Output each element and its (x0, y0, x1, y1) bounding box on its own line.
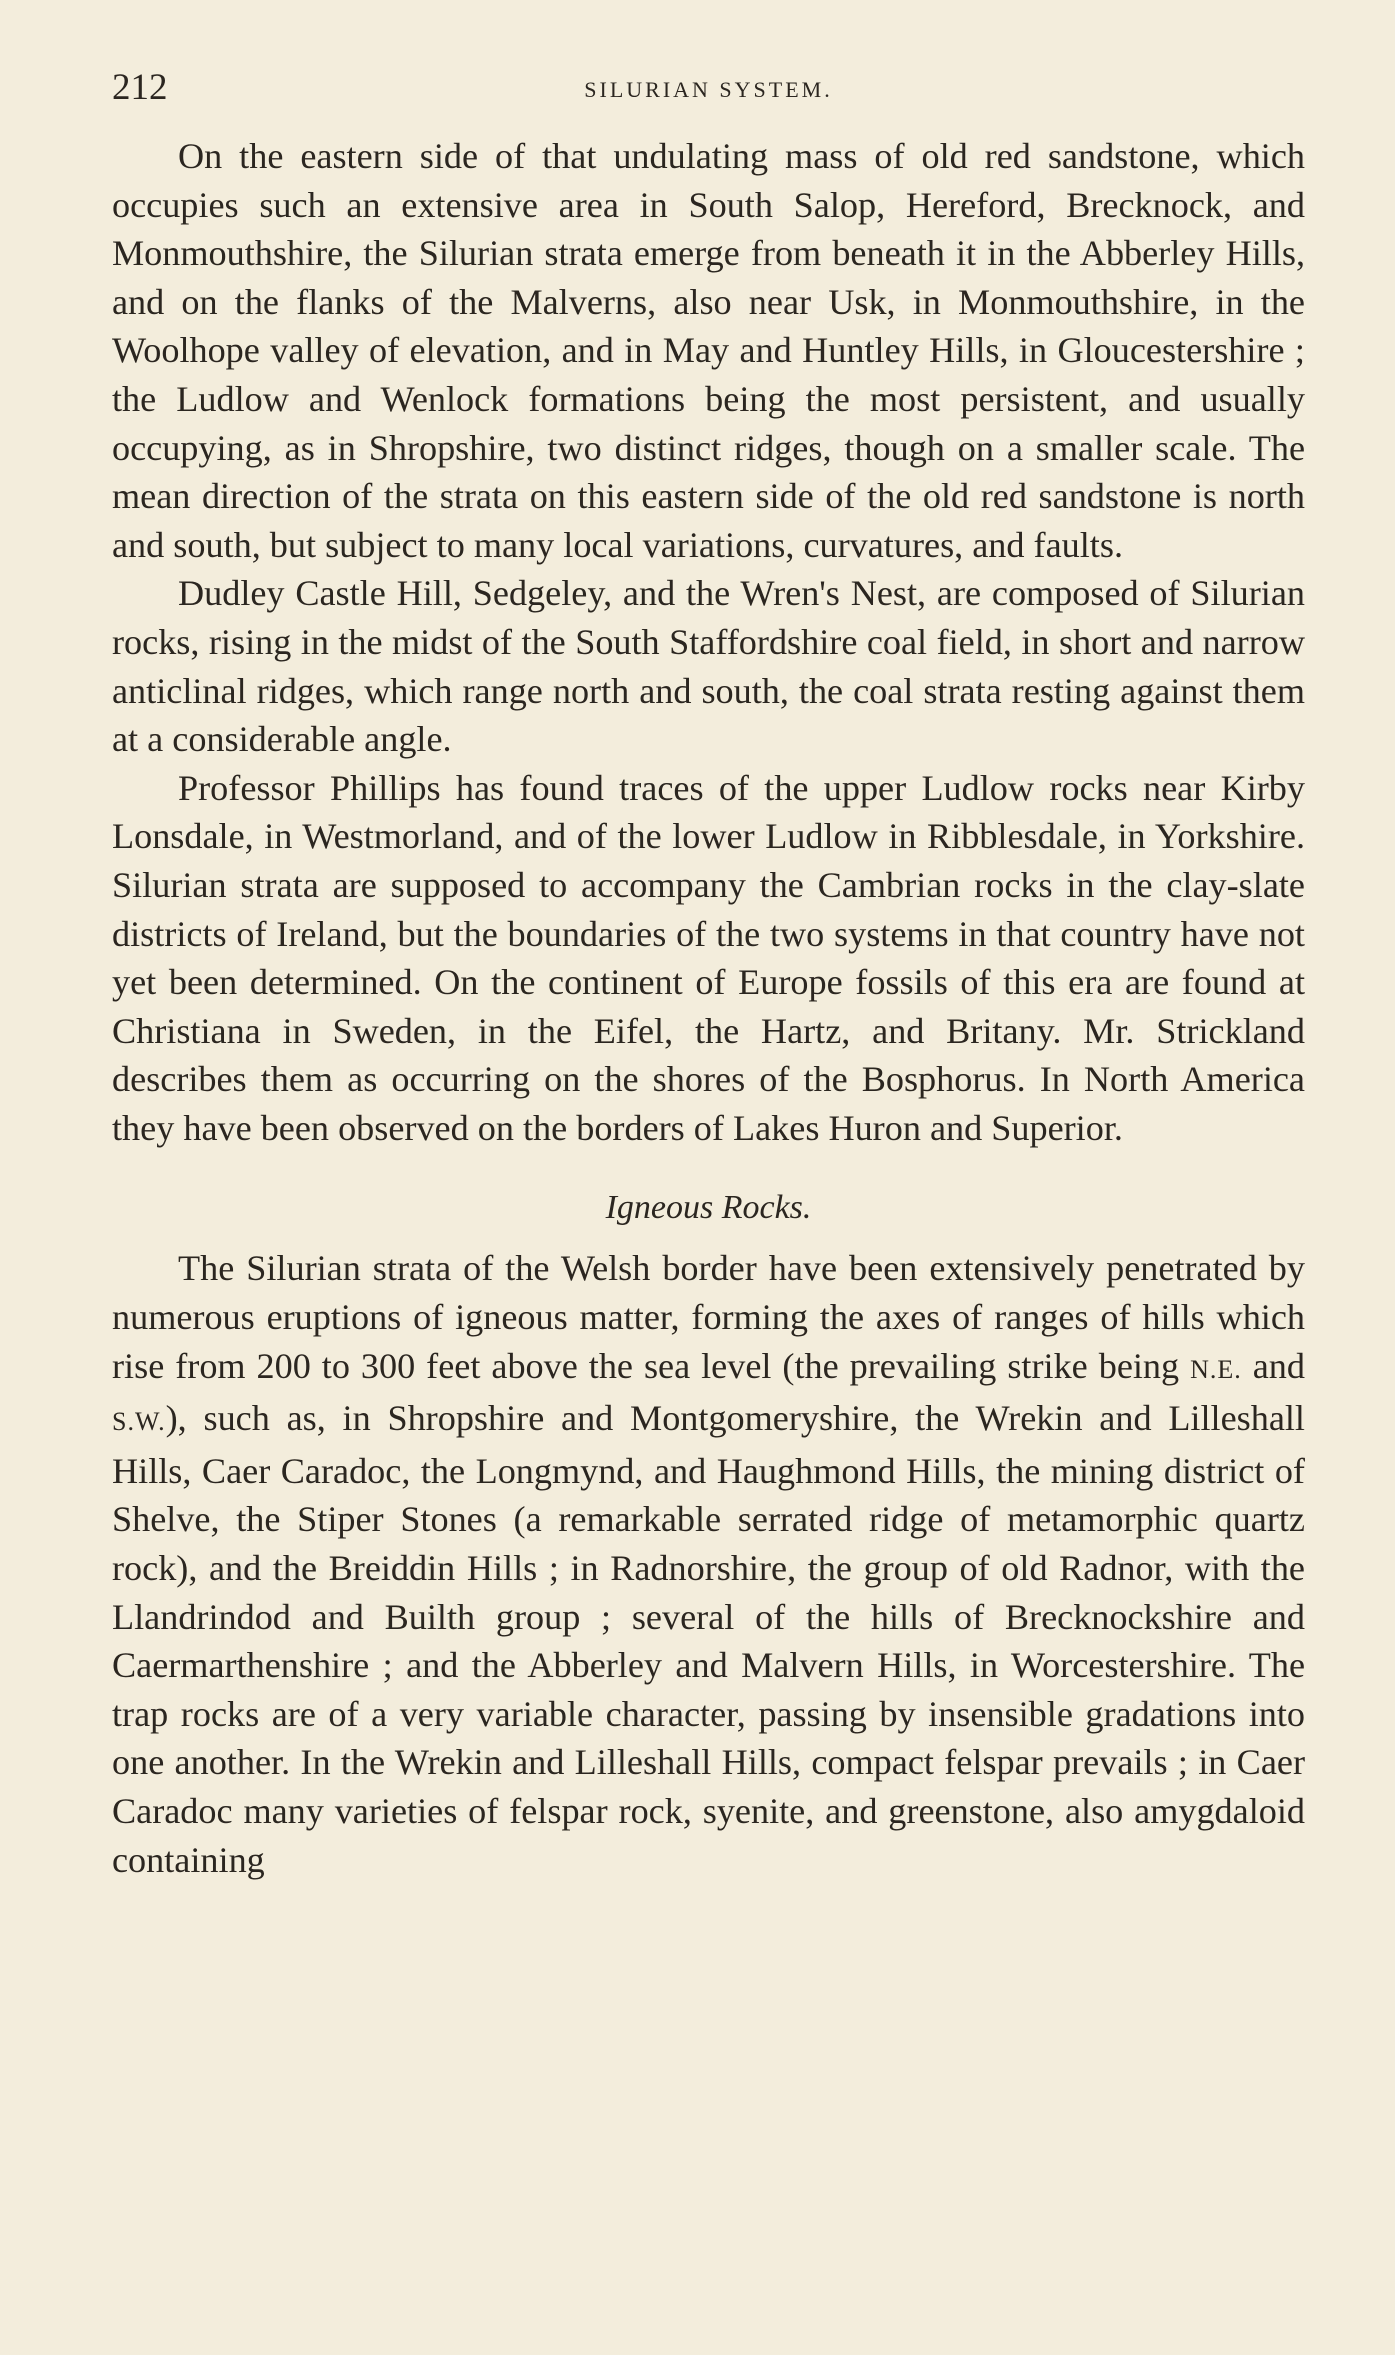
igneous-text-part-1: The Silurian strata of the Welsh border have been extensively penetrated by numerous eruptions of igneous matter, forming the axes of ranges of hills which rise from 200 to 300 feet above the sea level (the prevailing strike being (112, 1248, 1305, 1386)
section-heading-igneous-rocks: Igneous Rocks. (605, 1189, 812, 1227)
paragraph-igneous-rocks (112, 1244, 1305, 1884)
running-title: SILURIAN SYSTEM. (584, 77, 833, 102)
igneous-text-part-3: ), such as, in Shropshire and Montgomeryshire, the Wrekin and Lilleshall Hills, Caer Caradoc, the Longmynd, and Haughmond Hills, the mining district of Shelve, the Stiper Stones (a remarkable serrated ridge of metamorphic quartz rock), and the Breiddin Hills ; in Radnorshire, the group of old Radnor, with the Llandrindod and Builth group ; several of the hills of Brecknockshire and Caermarthenshire ; and the Abberley and Malvern Hills, in Worcestershire. The trap rocks are of a very variable character, passing by insensible gradations into one another. In the Wrekin and Lilleshall Hills, compact felspar prevails ; in Caer Caradoc many varieties of felspar rock, syenite, and greenstone, also amygdaloid containing (112, 1398, 1305, 1880)
strike-northeast: N.E. (1190, 1354, 1242, 1384)
strike-southwest: S.W. (112, 1407, 166, 1437)
paragraph-eastern-side: On the eastern side of that undulating mass of old red sandstone, which occupies such an extensive area in South Salop, Hereford, Brecknock, and Monmouthshire, the Silurian strata emerge from beneath it in the Abberley Hills, and on the flanks of the Malverns, also near Usk, in Monmouthshire, in the Woolhope valley of elevation, and in May and Huntley Hills, in Gloucestershire ; the Ludlow and Wenlock formations being the most persistent, and usually occupying, as in Shropshire, two distinct ridges, though on a smaller scale. The mean direction of the strata on this eastern side of the old red sandstone is north and south, but subject to many local variations, curvatures, and faults. (112, 136, 1305, 565)
paragraph-dudley-castle: Dudley Castle Hill, Sedgeley, and the Wren's Nest, are composed of Silurian rocks, rising in the midst of the South Staffordshire coal field, in short and narrow anticlinal ridges, which range north and south, the coal strata resting against them at a considerable angle. (112, 573, 1305, 760)
igneous-text-part-2: and (1241, 1345, 1305, 1386)
paragraph-professor-phillips: Professor Phillips has found traces of the upper Ludlow rocks near Kirby Lonsdale, in Westmorland, and of the lower Ludlow in Ribblesdale, in Yorkshire. Silurian strata are supposed to accompany the Cambrian rocks in the clay-slate districts of Ireland, but the boundaries of the two systems in that country have not yet been determined. On the continent of Europe fossils of this era are found at Christiana in Sweden, in the Eifel, the Hartz, and Britany. Mr. Strickland describes them as occurring on the shores of the Bosphorus. In North America they have been observed on the borders of Lakes Huron and Superior. (112, 767, 1305, 1148)
page-number: 212 (112, 67, 168, 108)
running-head (112, 60, 1305, 116)
